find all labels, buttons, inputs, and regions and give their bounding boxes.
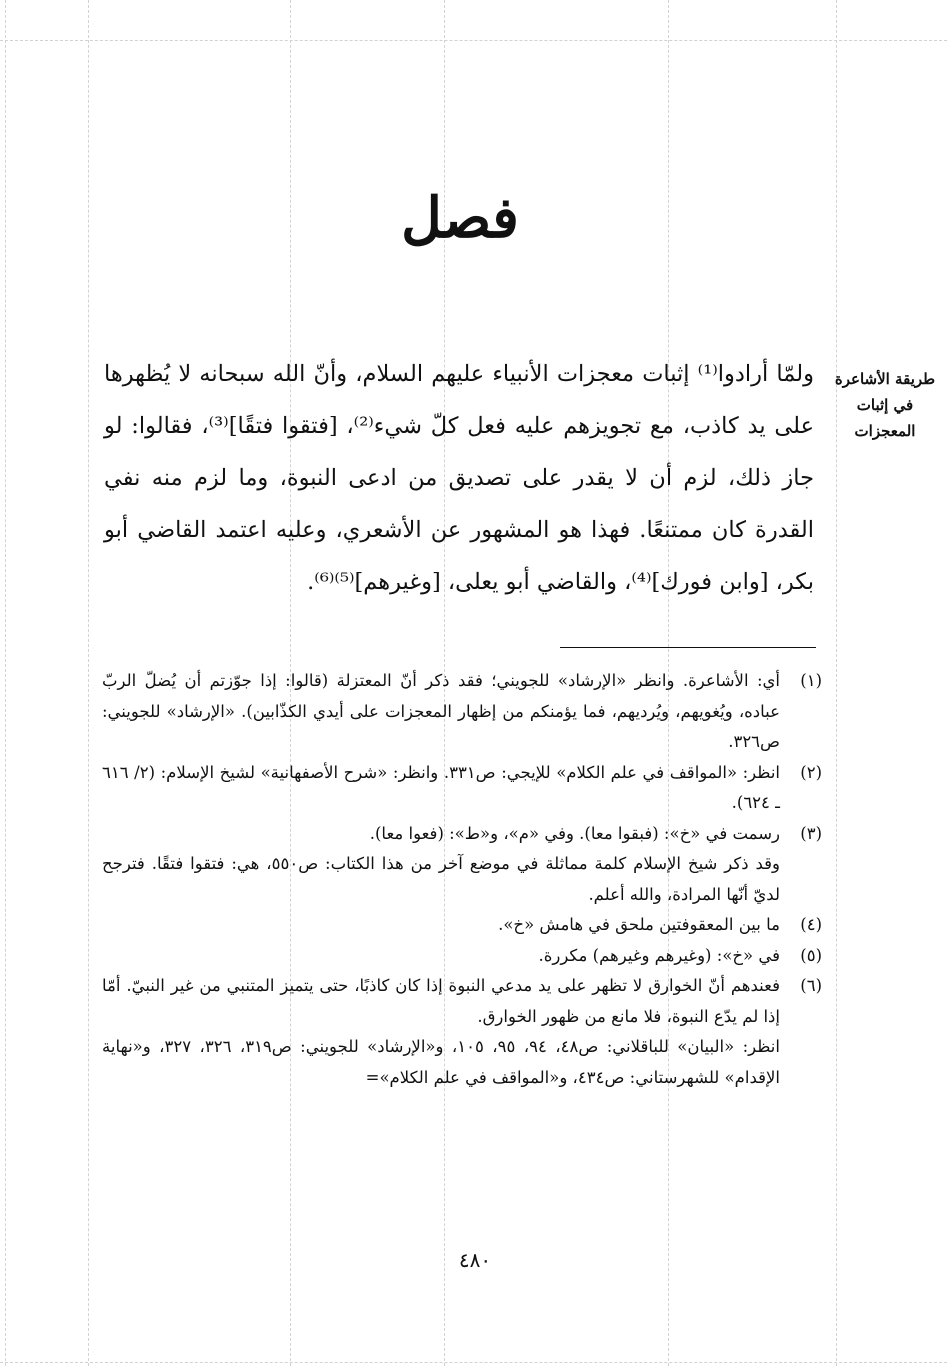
- page-title: فصل: [401, 185, 519, 251]
- footnote-separator: [560, 647, 816, 648]
- main-text: [104, 348, 814, 608]
- guide-line: [0, 1362, 947, 1363]
- footnote: [102, 758, 822, 819]
- footnote-text: في «خ»: (وغيرهم وغيرهم) مكررة.: [538, 945, 780, 965]
- guide-line: [5, 0, 6, 1366]
- main-paragraph: ولمّا أرادوا⁽¹⁾ إثبات معجزات الأنبياء عليهم السلام، وأنّ الله سبحانه لا يُظهرها على يد كاذب، مع تجويزهم عليه فعل كلّ شيء⁽²⁾، [فتقوا فتقًا]⁽³⁾، فقالوا: لو جاز ذلك، لزم أن لا يقدر على تصديق من ادعى النبوة، وما لزم منه نفي القدرة كان ممتنعًا. فهذا هو المشهور عن الأشعري، وعليه اعتمد القاضي أبو بكر، [وابن فورك]⁽⁴⁾، والقاضي أبو يعلى، [وغيرهم]⁽⁵⁾⁽⁶⁾.: [104, 361, 815, 595]
- footnote-text: انظر: «البيان» للباقلاني: ص٤٨، ٩٤، ٩٥، ١٠٥، و«الإرشاد» للجويني: ص٣١٩، ٣٢٦، ٣٢٧، و«نهاية الإقدام» للشهرستاني: ص٤٣٤، و«المواقف في علم الكلام»=: [102, 1037, 780, 1087]
- footnote-text: وقد ذكر شيخ الإسلام كلمة مماثلة في موضع آخر من هذا الكتاب: ص٥٥٠، هي: فتقوا فتقًا. فترجح لديّ أنّها المرادة، والله أعلم.: [102, 854, 781, 904]
- footnote-body: [102, 819, 780, 911]
- footnote: [102, 941, 822, 972]
- footnote-text: فعندهم أنّ الخوارق لا تظهر على يد مدعي النبوة إذا كان كاذبًا، حتى يتميز المتنبي من غير النبيّ. أمّا إذا لم يدّع النبوة، فلا مانع من ظهور الخوارق.: [102, 976, 780, 1026]
- footnote-number: (٦): [800, 976, 822, 995]
- guide-line: [0, 40, 947, 41]
- guide-line: [836, 0, 837, 1366]
- footnote-text: انظر: «المواقف في علم الكلام» للإيجي: ص٣٣١. وانظر: «شرح الأصفهانية» لشيخ الإسلام: (٢/ ٦١٦ ـ ٦٢٤).: [102, 762, 780, 812]
- footnote: [102, 819, 822, 911]
- footnote: [102, 666, 822, 758]
- footnote-number: (١): [800, 671, 822, 690]
- footnote-number: (٣): [800, 823, 822, 843]
- footnote-body: [102, 758, 780, 819]
- margin-note-line: في إثبات المعجزات: [854, 396, 916, 440]
- footnote-body: [102, 941, 780, 972]
- footnote-number: (٤): [800, 915, 822, 934]
- footnote-text: رسمت في «خ»: (فبقوا معا). وفي «م»، و«ط»: (فعوا معا).: [369, 823, 780, 843]
- footnote-number: (٢): [800, 762, 822, 782]
- footnote-body: [102, 971, 780, 1093]
- footnote-text: أي: الأشاعرة. وانظر «الإرشاد» للجويني؛ فقد ذكر أنّ المعتزلة (قالوا: إذا جوّزتم أن يُضلّ الربّ عباده، ويُغويهم، ويُرديهم، فما يؤمنكم من إظهار المعجزات على أيدي الكذّابين). «الإرشاد» للجويني: ص٣٢٦.: [102, 671, 780, 751]
- footnote-number: (٥): [800, 945, 822, 965]
- guide-line: [88, 0, 89, 1366]
- margin-note: [826, 366, 944, 444]
- footnotes: [102, 666, 822, 1093]
- footnote-body: [102, 666, 780, 758]
- footnote: [102, 910, 822, 941]
- page-number: ٤٨٠: [458, 1248, 492, 1272]
- margin-note-line: طريقة الأشاعرة: [834, 370, 936, 388]
- footnote-text: ما بين المعقوفتين ملحق في هامش «خ».: [498, 915, 780, 934]
- footnote-body: [102, 910, 780, 941]
- footnote: [102, 971, 822, 1093]
